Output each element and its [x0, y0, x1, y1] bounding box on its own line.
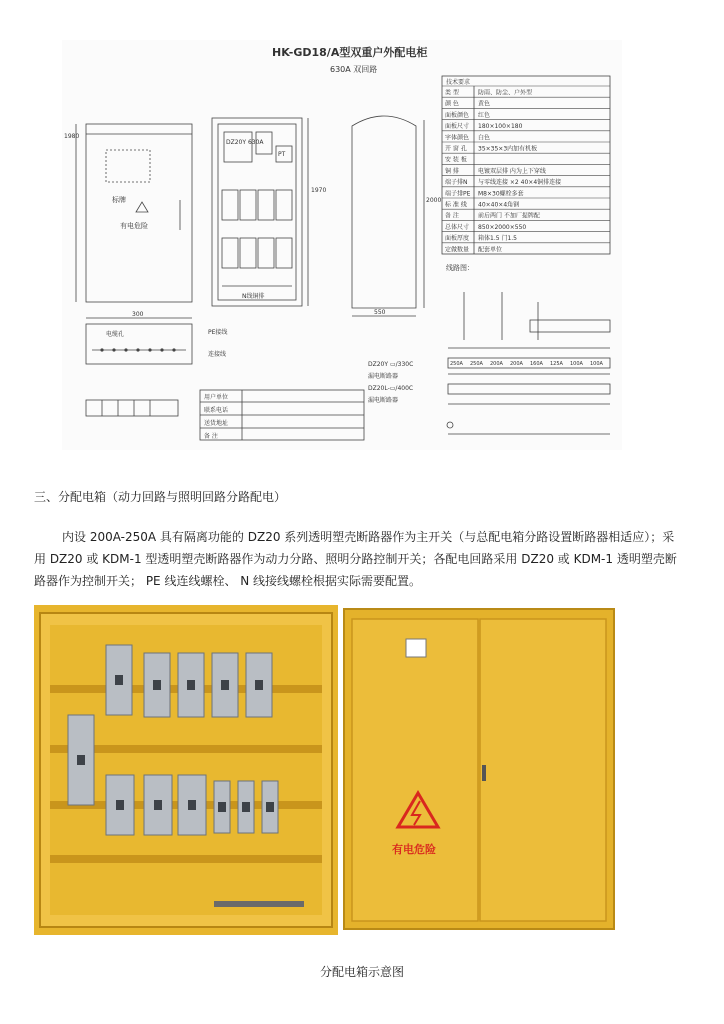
spec-row-key: 面板厚度 [445, 235, 470, 243]
body-paragraph [34, 526, 684, 592]
upper-breaker-row [222, 190, 292, 220]
breaker-toggle [242, 802, 250, 812]
legend-block [368, 361, 413, 404]
spec-row-key: 端子排N [445, 179, 468, 187]
spec-row-value: 白色 [478, 134, 491, 142]
figure-caption: 分配电箱示意图 [319, 965, 404, 979]
legend-row-3: DZ20L-▭/400C [368, 385, 414, 392]
branch-ratings [450, 361, 604, 367]
dim-1980: 1980 [64, 133, 80, 140]
pt-label: PT [278, 151, 286, 158]
closed-cabinet-photo [340, 605, 618, 935]
spec-row-key: 定做数量 [445, 246, 470, 254]
spec-row-key: 总体尺寸 [445, 223, 470, 231]
technical-drawing [62, 40, 622, 450]
open-cabinet-svg [34, 605, 338, 935]
pe-label: PE接线 [208, 329, 228, 336]
dim-300: 300 [132, 311, 144, 318]
open-cabinet-photo [34, 605, 338, 935]
branch-rating: 100A [570, 361, 583, 367]
breaker-toggle [221, 680, 229, 690]
paragraph-text: 内设 200A-250A 具有隔离功能的 DZ20 系列透明塑壳断路器作为主开关（与总配电箱分路设置断路器相适应）；采用 DZ20 或 KDM-1 型透明塑壳断路器作为动力分路、照明分路控制开关；各配电回路采用 DZ20 或 KDM-1 透明塑壳断路器作为控制开关； PE 线连线螺栓、 N 线接线螺栓根据实际需要配置。 [34, 530, 677, 588]
owner-row-3: 送货地址 [204, 420, 229, 427]
owner-row-4: 备 注 [204, 433, 218, 440]
spec-row-key: 铜 排 [445, 167, 459, 175]
spec-row-key: 标 准 线 [445, 201, 467, 209]
branch-rating: 200A [510, 361, 523, 367]
nameplate [406, 639, 426, 657]
spec-row-value: 黄色 [478, 100, 491, 108]
owner-table [200, 390, 364, 440]
breaker-toggle [115, 675, 123, 685]
breaker-toggle [218, 802, 226, 812]
spec-row-key: 开 窗 孔 [445, 145, 467, 153]
spec-row-value: 35×35×3内加有机板 [478, 145, 538, 153]
spec-row-value: 前后两门 不加厂提牌配 [478, 212, 540, 220]
wiring-label: 线路图： [446, 264, 474, 272]
spec-row-key: 字体颜色 [445, 134, 470, 142]
owner-row-2: 联系电话 [204, 407, 229, 414]
legend-row-2: 漏电断路器 [368, 373, 399, 380]
dim-1970: 1970 [311, 187, 327, 194]
warning-text: 有电危险 [392, 843, 436, 856]
side-view-cabinet [352, 116, 416, 308]
spec-row-value: 电镀双层排 内为上下穿线 [478, 167, 546, 175]
spec-row-key: 面板尺寸 [445, 123, 470, 131]
spec-row-value: 箱体1.5 门1.5 [478, 235, 517, 243]
section-heading: 三、分配电箱（动力回路与照明回路分路配电） [34, 490, 287, 504]
drawing-svg [62, 40, 622, 450]
spec-row-value: M8×30螺栓多套 [478, 190, 524, 198]
front-view-cabinet [86, 124, 192, 302]
spec-row-value: 180×100×180 [478, 123, 523, 131]
legend-row-4: 漏电断路器 [368, 397, 399, 404]
breaker-toggle [188, 800, 196, 810]
branch-rating: 250A [450, 361, 463, 367]
breaker-toggle [187, 680, 195, 690]
dim-2000: 2000 [426, 197, 442, 204]
spec-table-header: 技术要求 [446, 79, 471, 86]
plan-view [86, 324, 192, 364]
spec-row-value: 配套单位 [478, 246, 503, 254]
breaker-toggle [116, 800, 124, 810]
legend-row-1: DZ20Y ▭/330C [368, 361, 414, 368]
spec-row-key: 端子排PE [445, 190, 471, 198]
closed-cabinet-svg [340, 605, 618, 935]
spec-row-value: 40×40×4角钢 [478, 201, 520, 209]
spec-row-key: 备 注 [445, 212, 459, 220]
branch-rating: 125A [550, 361, 563, 367]
spec-row-value: 与零线连接 ×2 40×4铜排连接 [478, 179, 562, 187]
connector-label: 连接线 [208, 351, 227, 358]
dim-550: 550 [374, 309, 386, 316]
branch-rating: 250A [470, 361, 483, 367]
breaker-toggle [153, 680, 161, 690]
spec-row-value: 红色 [478, 111, 491, 119]
branch-rating: 160A [530, 361, 543, 367]
main-breaker-label: DZ20Y 630A [226, 139, 264, 146]
n-busbar-label: N线铜排 [242, 293, 265, 300]
spec-row-key: 面板颜色 [445, 111, 470, 119]
branch-rating: 200A [490, 361, 503, 367]
breaker-toggle [77, 755, 85, 765]
breaker-toggle [266, 802, 274, 812]
drawing-subtitle: 630A 双回路 [330, 65, 378, 74]
owner-row-1: 用户单位 [204, 394, 229, 401]
cable-hole-label: 电缆孔 [106, 331, 125, 338]
breaker-toggle [154, 800, 162, 810]
spec-row-value: 防雨、防尘、户外型 [478, 89, 533, 97]
drawing-title: HK-GD18/A型双重户外配电柜 [272, 46, 428, 59]
danger-label: 有电危险 [120, 222, 148, 230]
breaker-toggle [255, 680, 263, 690]
door-handle [482, 765, 486, 781]
warning-triangle-icon [136, 202, 148, 212]
spec-table-rows [442, 86, 610, 253]
spec-row-value: 850×2000×550 [478, 223, 527, 231]
spec-row-key: 颜 色 [445, 100, 459, 108]
spec-row-key: 安 装 板 [445, 156, 467, 164]
spec-row-key: 类 型 [445, 89, 459, 97]
lower-breaker-row [222, 238, 292, 268]
branch-rating: 100A [590, 361, 603, 367]
nameplate-label: 标牌 [112, 196, 126, 204]
